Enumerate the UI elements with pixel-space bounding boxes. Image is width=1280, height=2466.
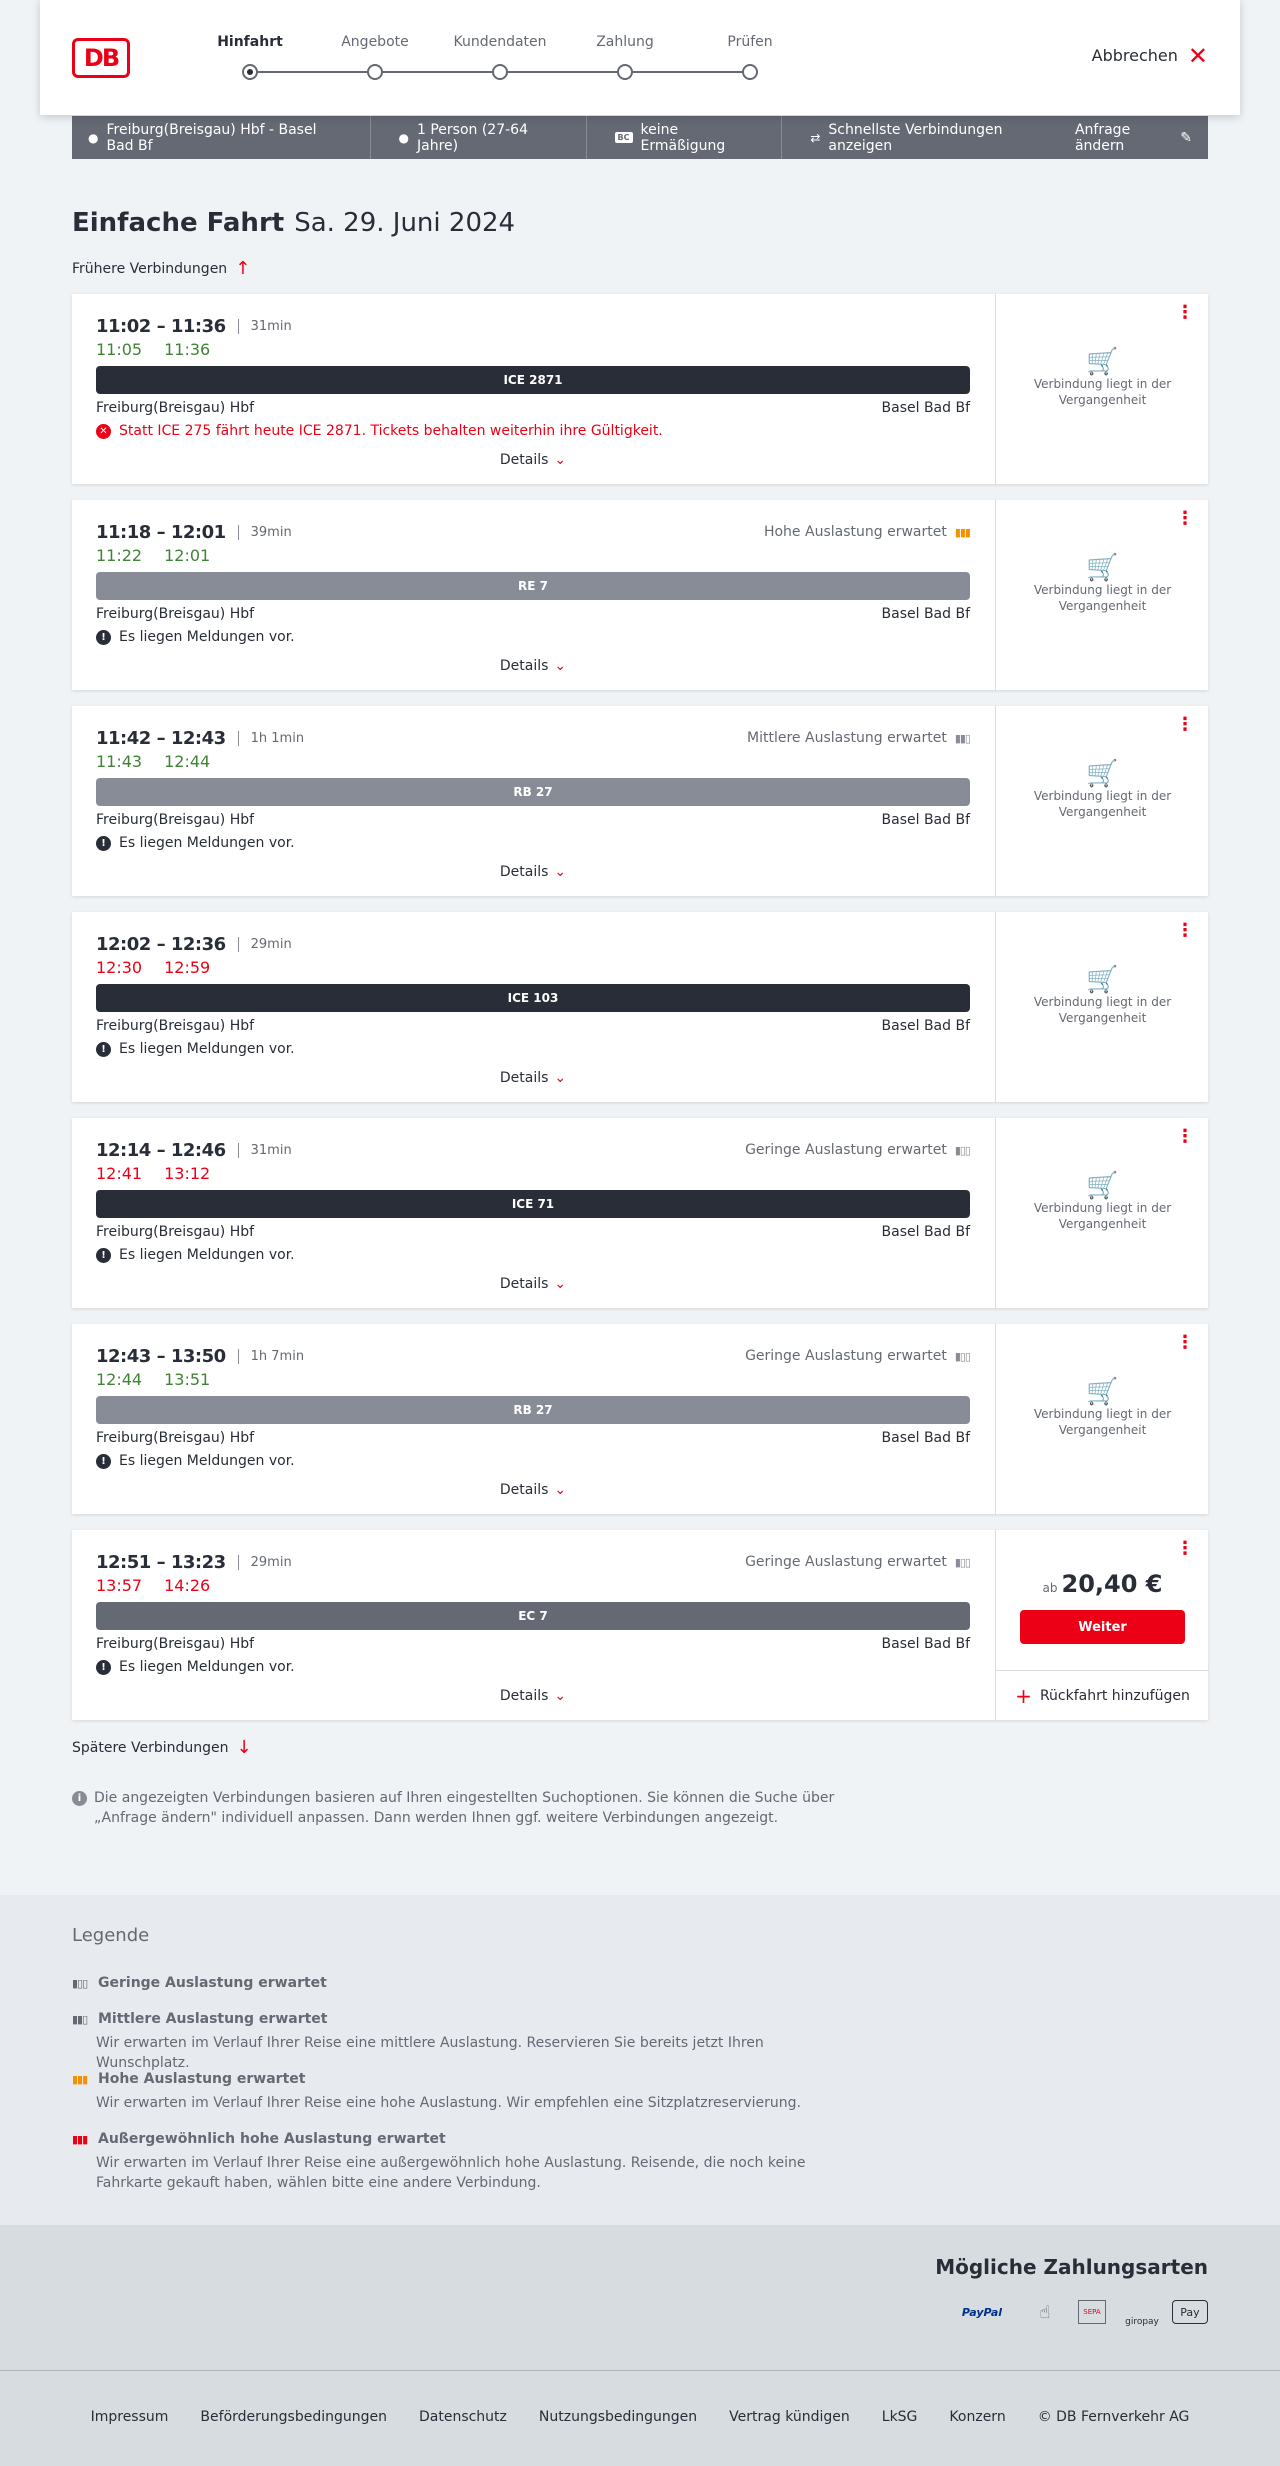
- chevron-down-icon: ⌄: [554, 1482, 567, 1498]
- legend-item-extreme: ▮▮▮ Außergewöhnlich hohe Auslastung erwartet Wir erwarten im Verlauf Ihrer Reise eine außergewöhnlich hohe Auslastung. Reisende, die noch keine Fahrkarte gekauft haben, wählen bitte eine andere Verbindung.: [72, 2131, 806, 2191]
- apple-pay-icon: Pay: [1172, 2300, 1208, 2324]
- connection-offer: [995, 500, 1208, 690]
- train-bar: RB 27: [96, 778, 970, 806]
- page-title: Einfache Fahrt Sa. 29. Juni 2024: [72, 208, 516, 238]
- connection-card[interactable]: [72, 1324, 1208, 1514]
- occupancy-low-icon: ▮▯▯: [954, 1349, 970, 1363]
- train-bar: RE 7: [96, 572, 970, 600]
- earlier-connections-link[interactable]: Frühere Verbindungen ↑: [72, 258, 251, 279]
- discount-info: BC keine Ermäßigung: [615, 122, 754, 154]
- realtime-times: 12:30 12:59: [96, 958, 211, 977]
- connection-main: [72, 294, 994, 484]
- legend-title: Legende: [72, 1925, 150, 1946]
- departure-station: Freiburg(Breisgau) Hbf: [96, 812, 255, 828]
- details-toggle[interactable]: Details ⌄: [499, 1482, 567, 1498]
- duration: 1h 7min: [238, 1349, 304, 1364]
- arrival-station: Basel Bad Bf: [881, 1636, 970, 1652]
- schedule-times: 12:43 – 13:50 1h 7min: [96, 1346, 305, 1367]
- step-angebote[interactable]: Angebote: [320, 34, 430, 54]
- footer-link-konzern[interactable]: Konzern: [949, 2409, 1006, 2425]
- past-connection-note: 🛒 Verbindung liegt in der Vergangenheit: [996, 972, 1209, 1026]
- plus-icon: +: [1015, 1683, 1032, 1708]
- connection-message: ! Es liegen Meldungen vor.: [96, 1247, 295, 1263]
- duration: 29min: [238, 1555, 292, 1570]
- step-zahlung[interactable]: Zahlung: [570, 34, 680, 54]
- details-toggle[interactable]: Details ⌄: [499, 452, 567, 468]
- warning-icon: !: [96, 1248, 111, 1263]
- shopping-cart-icon: 🛒: [1086, 553, 1119, 583]
- legend-item-medium: ▮▮▯ Mittlere Auslastung erwartet Wir erwarten im Verlauf Ihrer Reise eine mittlere Auslastung. Reservieren Sie bereits jetzt Ihren Wunschplatz.: [72, 2011, 764, 2071]
- schedule-times: 11:42 – 12:43 1h 1min: [96, 728, 305, 749]
- shopping-cart-icon: 🛒: [1086, 1377, 1119, 1407]
- occupancy-low-icon: ▮▯▯: [954, 1555, 970, 1569]
- cancel-button[interactable]: Abbrechen ✕: [1091, 41, 1208, 70]
- schedule-times: 12:51 – 13:23 29min: [96, 1552, 292, 1573]
- departure-station: Freiburg(Breisgau) Hbf: [96, 1018, 255, 1034]
- more-options-icon[interactable]: ⋮: [1176, 302, 1194, 323]
- connection-message: ✕ Statt ICE 275 fährt heute ICE 2871. Tickets behalten weiterhin ihre Gültigkeit.: [96, 423, 663, 439]
- more-options-icon[interactable]: ⋮: [1176, 1538, 1194, 1559]
- train-bar: EC 7: [96, 1602, 970, 1630]
- warning-icon: !: [96, 1454, 111, 1469]
- close-icon: ✕: [1187, 41, 1208, 70]
- connection-offer: [995, 294, 1208, 484]
- continue-button[interactable]: Weiter: [1020, 1610, 1185, 1644]
- connection-main: [72, 1324, 994, 1514]
- connection-card[interactable]: [72, 294, 1208, 484]
- duration: 31min: [238, 319, 292, 334]
- occupancy-low-icon: ▮▯▯: [72, 1976, 88, 1990]
- legend-item-high: ▮▮▮ Hohe Auslastung erwartet Wir erwarten im Verlauf Ihrer Reise eine hohe Auslastung. Wir empfehlen eine Sitzplatzreservierung.: [72, 2071, 801, 2111]
- chevron-down-icon: ⌄: [554, 1688, 567, 1704]
- shopping-cart-icon: 🛒: [1086, 347, 1119, 377]
- occupancy-high-icon: ▮▮▮: [954, 525, 970, 539]
- more-options-icon[interactable]: ⋮: [1176, 1126, 1194, 1147]
- search-summary-bar: [72, 116, 1208, 159]
- price: ab 20,40 €: [1042, 1570, 1163, 1598]
- occupancy-medium-icon: ▮▮▯: [954, 731, 970, 745]
- connection-main: [72, 912, 994, 1102]
- train-bar: ICE 71: [96, 1190, 970, 1218]
- connection-main: [72, 1530, 994, 1720]
- train-bar: ICE 103: [96, 984, 970, 1012]
- connection-card[interactable]: [72, 706, 1208, 896]
- realtime-times: 12:41 13:12: [96, 1164, 211, 1183]
- passenger-info: ● 1 Person (27-64 Jahre): [398, 121, 528, 154]
- arrival-station: Basel Bad Bf: [881, 1018, 970, 1034]
- footer-link-datenschutz[interactable]: Datenschutz: [418, 2409, 507, 2425]
- occupancy-high-icon: ▮▮▮: [72, 2072, 88, 2086]
- connection-message: ! Es liegen Meldungen vor.: [96, 1041, 295, 1057]
- connection-message: ! Es liegen Meldungen vor.: [96, 835, 295, 851]
- arrival-station: Basel Bad Bf: [881, 606, 970, 622]
- swap-arrows-icon: ⇄: [810, 130, 821, 145]
- schedule-times: 12:14 – 12:46 31min: [96, 1140, 292, 1161]
- warning-icon: !: [96, 1042, 111, 1057]
- contactless-icon: ☝: [1039, 2301, 1051, 2323]
- travel-date: Sa. 29. Juni 2024: [294, 208, 516, 238]
- chevron-down-icon: ⌄: [554, 864, 567, 880]
- departure-station: Freiburg(Breisgau) Hbf: [96, 400, 255, 416]
- schedule-times: 11:18 – 12:01 39min: [96, 522, 292, 543]
- departure-station: Freiburg(Breisgau) Hbf: [96, 1636, 255, 1652]
- arrival-station: Basel Bad Bf: [881, 1430, 970, 1446]
- step-dot-icon: [242, 64, 258, 80]
- connection-offer: [995, 1118, 1208, 1308]
- duration: 29min: [238, 937, 292, 952]
- payment-section: [0, 2225, 1280, 2370]
- arrival-station: Basel Bad Bf: [881, 812, 970, 828]
- connection-card[interactable]: [72, 1530, 1208, 1720]
- realtime-times: 11:22 12:01: [96, 546, 211, 565]
- details-toggle[interactable]: Details ⌄: [499, 1070, 567, 1086]
- more-options-icon[interactable]: ⋮: [1176, 1332, 1194, 1353]
- location-pin-icon: ●: [88, 130, 99, 145]
- legend-item-low: ▮▯▯ Geringe Auslastung erwartet: [72, 1975, 327, 1991]
- connection-main: [72, 500, 994, 690]
- occupancy-indicator: Geringe Auslastung erwartet ▮▯▯: [745, 1142, 970, 1158]
- occupancy-indicator: Mittlere Auslastung erwartet ▮▮▯: [747, 730, 970, 746]
- realtime-times: 11:05 11:36: [96, 340, 211, 359]
- chevron-down-icon: ⌄: [554, 1276, 567, 1292]
- edit-request-button[interactable]: Anfrage ändern ✎: [1074, 121, 1192, 154]
- step-pruefen[interactable]: Prüfen: [695, 34, 805, 54]
- duration: 39min: [238, 525, 292, 540]
- shopping-cart-icon: 🛒: [1086, 965, 1119, 995]
- payment-title: Mögliche Zahlungsarten: [935, 2255, 1208, 2279]
- shopping-cart-icon: 🛒: [1086, 1171, 1119, 1201]
- footer: [0, 2370, 1280, 2466]
- db-logo[interactable]: DB: [72, 38, 130, 78]
- past-connection-note: 🛒 Verbindung liegt in der Vergangenheit: [996, 560, 1209, 614]
- occupancy-indicator: Hohe Auslastung erwartet ▮▮▮: [763, 524, 970, 540]
- connection-message: ! Es liegen Meldungen vor.: [96, 1453, 295, 1469]
- more-options-icon[interactable]: ⋮: [1176, 508, 1194, 529]
- duration: 1h 1min: [238, 731, 304, 746]
- past-connection-note: 🛒 Verbindung liegt in der Vergangenheit: [996, 354, 1209, 408]
- connection-offer: [995, 912, 1208, 1102]
- past-connection-note: 🛒 Verbindung liegt in der Vergangenheit: [996, 1178, 1209, 1232]
- chevron-down-icon: ⌄: [554, 1070, 567, 1086]
- search-info-text: i Die angezeigten Verbindungen basieren auf Ihren eingestellten Suchoptionen. Sie können die Suche über „Anfrage ändern" individuell anpassen. Dann werden Ihnen ggf. weitere Verbindungen angezeigt.: [72, 1788, 852, 1828]
- past-connection-note: 🛒 Verbindung liegt in der Vergangenheit: [996, 766, 1209, 820]
- details-toggle[interactable]: Details ⌄: [499, 658, 567, 674]
- schedule-times: 11:02 – 11:36 31min: [96, 316, 292, 337]
- sepa-icon: SEPA: [1078, 2300, 1106, 2324]
- warning-icon: !: [96, 836, 111, 851]
- details-toggle[interactable]: Details ⌄: [499, 1276, 567, 1292]
- route-info: ● Freiburg(Breisgau) Hbf - Basel Bad Bf: [88, 121, 317, 154]
- chevron-down-icon: ⌄: [554, 452, 567, 468]
- later-connections-link[interactable]: Spätere Verbindungen ↓: [72, 1737, 252, 1758]
- realtime-times: 12:44 13:51: [96, 1370, 211, 1389]
- step-dot-icon: [492, 64, 508, 80]
- pencil-icon: ✎: [1180, 129, 1192, 146]
- top-header: [40, 0, 1240, 115]
- add-return-trip-button[interactable]: + Rückfahrt hinzufügen: [996, 1670, 1209, 1720]
- connection-offer: [995, 1324, 1208, 1514]
- connection-card[interactable]: [72, 500, 1208, 690]
- departure-station: Freiburg(Breisgau) Hbf: [96, 1430, 255, 1446]
- fastest-info: ⇄ Schnellste Verbindungen anzeigen: [810, 121, 1003, 154]
- occupancy-indicator: Geringe Auslastung erwartet ▮▯▯: [745, 1348, 970, 1364]
- duration: 31min: [238, 1143, 292, 1158]
- warning-icon: !: [96, 630, 111, 645]
- arrival-station: Basel Bad Bf: [881, 400, 970, 416]
- departure-station: Freiburg(Breisgau) Hbf: [96, 1224, 255, 1240]
- paypal-icon: PayPal: [961, 2305, 1003, 2319]
- step-dot-icon: [617, 64, 633, 80]
- person-icon: ●: [398, 130, 409, 145]
- footer-link-befoerderung[interactable]: Beförderungsbedingungen: [200, 2409, 387, 2425]
- more-options-icon[interactable]: ⋮: [1176, 714, 1194, 735]
- step-dot-icon: [367, 64, 383, 80]
- shopping-cart-icon: 🛒: [1086, 759, 1119, 789]
- step-hinfahrt[interactable]: Hinfahrt: [195, 34, 305, 54]
- connection-main: [72, 1118, 994, 1308]
- realtime-times: 13:57 14:26: [96, 1576, 211, 1595]
- step-kundendaten[interactable]: Kundendaten: [445, 34, 555, 54]
- bahncard-icon: BC: [615, 132, 633, 143]
- arrow-down-icon: ↓: [236, 1737, 252, 1758]
- occupancy-indicator: Geringe Auslastung erwartet ▮▯▯: [745, 1554, 970, 1570]
- connection-offer: [995, 1530, 1208, 1720]
- connection-card[interactable]: [72, 912, 1208, 1102]
- connection-main: [72, 706, 994, 896]
- departure-station: Freiburg(Breisgau) Hbf: [96, 606, 255, 622]
- train-bar: RB 27: [96, 1396, 970, 1424]
- warning-icon: !: [96, 1660, 111, 1675]
- chevron-down-icon: ⌄: [554, 658, 567, 674]
- occupancy-medium-icon: ▮▮▯: [72, 2012, 88, 2026]
- error-icon: ✕: [96, 424, 111, 439]
- giropay-icon: giropay: [1125, 2317, 1159, 2327]
- footer-link-kuendigen[interactable]: Vertrag kündigen: [729, 2409, 850, 2425]
- past-connection-note: 🛒 Verbindung liegt in der Vergangenheit: [996, 1384, 1209, 1438]
- info-icon: i: [72, 1791, 87, 1806]
- footer-link-lksg[interactable]: LkSG: [881, 2409, 918, 2425]
- footer-link-impressum[interactable]: Impressum: [90, 2409, 169, 2425]
- occupancy-extreme-icon: ▮▮▮: [72, 2132, 88, 2146]
- footer-copyright: © DB Fernverkehr AG: [1037, 2409, 1190, 2425]
- arrival-station: Basel Bad Bf: [881, 1224, 970, 1240]
- connection-message: ! Es liegen Meldungen vor.: [96, 629, 295, 645]
- arrow-up-icon: ↑: [235, 258, 251, 279]
- connection-card[interactable]: [72, 1118, 1208, 1308]
- details-toggle[interactable]: Details ⌄: [499, 1688, 567, 1704]
- occupancy-low-icon: ▮▯▯: [954, 1143, 970, 1157]
- legend-section: [0, 1895, 1280, 2225]
- connection-message: ! Es liegen Meldungen vor.: [96, 1659, 295, 1675]
- train-bar: ICE 2871: [96, 366, 970, 394]
- progress-steps: [210, 34, 773, 84]
- footer-link-nutzung[interactable]: Nutzungsbedingungen: [538, 2409, 698, 2425]
- realtime-times: 11:43 12:44: [96, 752, 211, 771]
- details-toggle[interactable]: Details ⌄: [499, 864, 567, 880]
- connection-offer: [995, 706, 1208, 896]
- step-dot-icon: [742, 64, 758, 80]
- schedule-times: 12:02 – 12:36 29min: [96, 934, 292, 955]
- more-options-icon[interactable]: ⋮: [1176, 920, 1194, 941]
